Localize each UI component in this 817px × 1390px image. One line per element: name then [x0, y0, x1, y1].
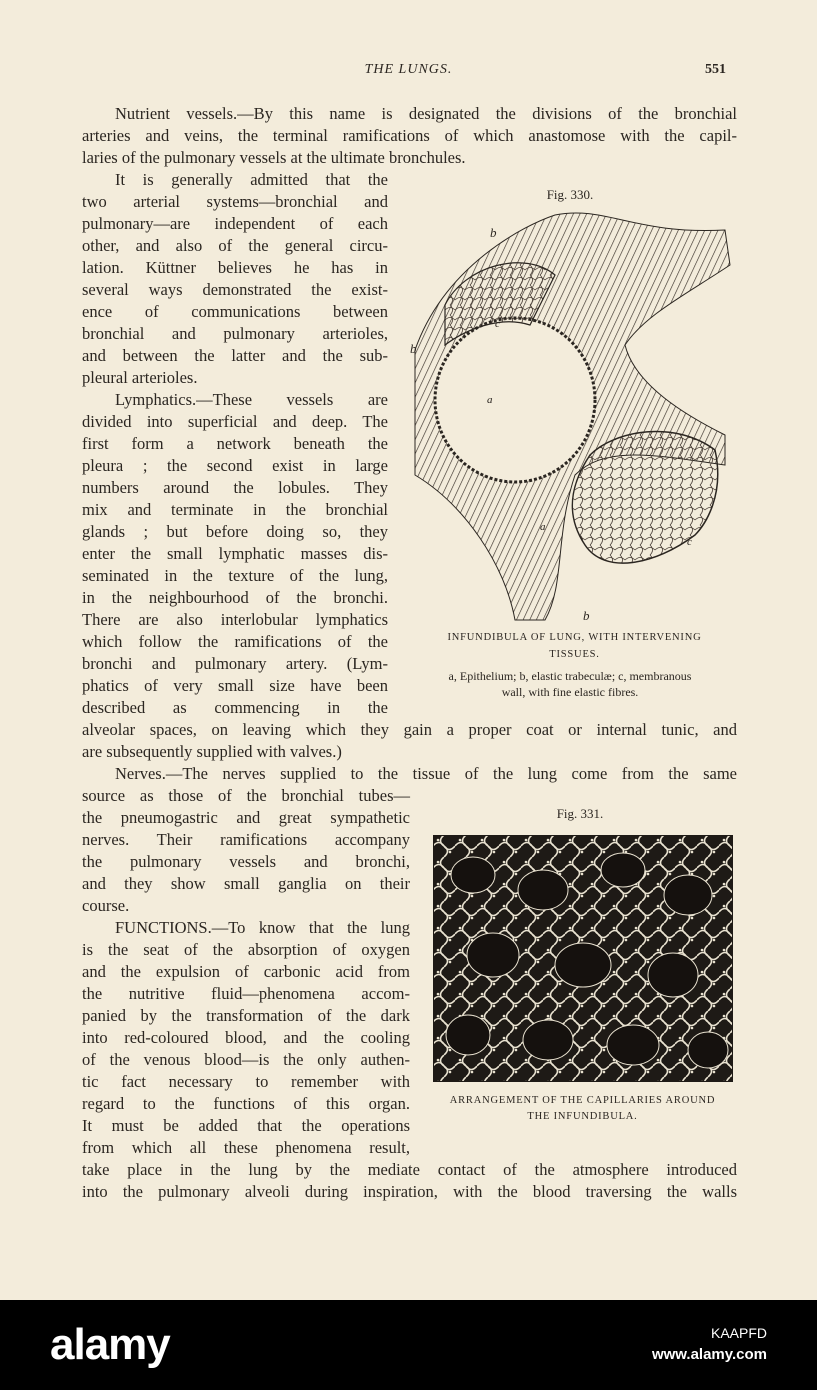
text-line: laries of the pulmonary vessels at the ultimate bronchules. [82, 148, 466, 167]
figure-330-caption-2: TISSUES. [549, 649, 600, 660]
text-line: course. [82, 896, 130, 915]
watermark-id [652, 1322, 767, 1366]
running-title: THE LUNGS. [364, 62, 453, 77]
text-line: Nutrient vessels.—By this name is designated the divisions of the bronchial [115, 104, 737, 123]
text-line: the nutritive fluid—phenomena accom- [82, 984, 410, 1003]
text-line: panied by the transformation of the dark [82, 1006, 410, 1025]
text-line: and between the latter and the sub- [82, 346, 388, 365]
text-line: arteries and veins, the terminal ramifications of which anastomose with the capil- [82, 126, 737, 145]
text-line: of the venous blood—is the only authen- [82, 1050, 410, 1069]
figure-330-label: Fig. 330. [546, 187, 594, 202]
text-line: pleura ; the second exist in large [82, 456, 388, 475]
text-line: tic fact necessary to remember with [82, 1072, 410, 1091]
text-line: two arterial systems—bronchial and [82, 192, 388, 211]
text-line: nerves. Their ramifications accompany [82, 830, 410, 849]
text-line: Nerves.—The nerves supplied to the tissue of the lung come from the same [115, 764, 737, 783]
figure-331-caption-1: ARRANGEMENT OF THE CAPILLARIES AROUND [449, 1095, 716, 1106]
watermark-logo: alamy [50, 1320, 170, 1369]
text-line: and they show small ganglia on their [82, 874, 410, 893]
text-line: bronchi and pulmonary artery. (Lym- [82, 654, 388, 673]
figure-330-letter-b-bottom: b [583, 608, 590, 623]
text-line: Lymphatics.—These vessels are [115, 390, 388, 409]
text-line: lation. Küttner believes he has in [82, 258, 388, 277]
text-line: which follow the ramifications of the [82, 632, 388, 651]
text-line: is the seat of the absorption of oxygen [82, 940, 410, 959]
text-line: other, and also of the general circu- [82, 236, 388, 255]
text-line: FUNCTIONS.—To know that the lung [115, 918, 410, 937]
text-line: are subsequently supplied with valves.) [82, 742, 342, 761]
text-line: bronchial and pulmonary arterioles, [82, 324, 388, 343]
watermark-url: www.alamy.com [651, 1346, 767, 1363]
figure-330-letter-c-right: c [687, 536, 692, 548]
text-line: phatics of very small size have been [82, 676, 388, 695]
figure-331-caption-2: THE INFUNDIBULA. [527, 1111, 638, 1122]
text-line: numbers around the lobules. They [82, 478, 388, 497]
text-line: take place in the lung by the mediate contact of the atmosphere introduced [82, 1160, 737, 1179]
text-line: into the pulmonary alveoli during inspiration, with the blood traversing the walls [82, 1182, 737, 1201]
text-line: mix and terminate in the bronchial [82, 500, 388, 519]
text-line: seminated in the texture of the lung, [82, 566, 388, 585]
text-line: from which all these phenomena result, [82, 1138, 410, 1157]
figure-330-letter-c: c [495, 318, 500, 330]
text-line: There are also interlobular lymphatics [82, 610, 388, 629]
text-line: It is generally admitted that the [115, 170, 388, 189]
text-line: described as commencing in the [82, 698, 388, 717]
text-line: source as those of the bronchial tubes— [82, 786, 410, 805]
text-line: several ways demonstrated the exist- [82, 280, 388, 299]
page-number: 551 [705, 62, 726, 77]
text-line: the pneumogastric and great sympathetic [82, 808, 410, 827]
text-line: regard to the functions of this organ. [82, 1094, 410, 1113]
figure-331-label: Fig. 331. [556, 806, 604, 821]
text-line: pulmonary—are independent of each [82, 214, 388, 233]
text-line: into red-coloured blood, and the cooling [82, 1028, 410, 1047]
text-line: enter the small lymphatic masses dis- [82, 544, 388, 563]
watermark-image-id: KAAPFD [710, 1325, 767, 1341]
text-line: ence of communications between [82, 302, 388, 321]
text-line: glands ; but before doing so, they [82, 522, 388, 541]
text-line: in the neighbourhood of the bronchi. [82, 588, 388, 607]
text-line: the pulmonary vessels and bronchi, [82, 852, 410, 871]
figure-330-caption-1: INFUNDIBULA OF LUNG, WITH INTERVENING [447, 632, 702, 643]
figure-330-legend-1: a, Epithelium; b, elastic trabeculæ; c, membranous [448, 669, 692, 683]
text-line: It must be added that the operations [82, 1116, 410, 1135]
figure-330-letter-b-left: b [410, 341, 417, 356]
text-line: divided into superficial and deep. The [82, 412, 388, 431]
figure-330-legend-2: wall, with fine elastic fibres. [501, 685, 639, 699]
text-line: first form a network beneath the [82, 434, 388, 453]
figure-330-letter-a: a [487, 394, 493, 406]
text-line: and the expulsion of carbonic acid from [82, 962, 410, 981]
text-line: pleural arterioles. [82, 368, 198, 387]
text-line: alveolar spaces, on leaving which they gain a proper coat or internal tunic, and [82, 720, 737, 739]
figure-330-illustration [405, 205, 735, 625]
figure-330-letter-a-lower: a [540, 521, 546, 533]
figure-331-illustration [433, 835, 733, 1082]
watermark-banner [0, 1300, 817, 1390]
figure-330-letter-b-top: b [490, 225, 497, 240]
